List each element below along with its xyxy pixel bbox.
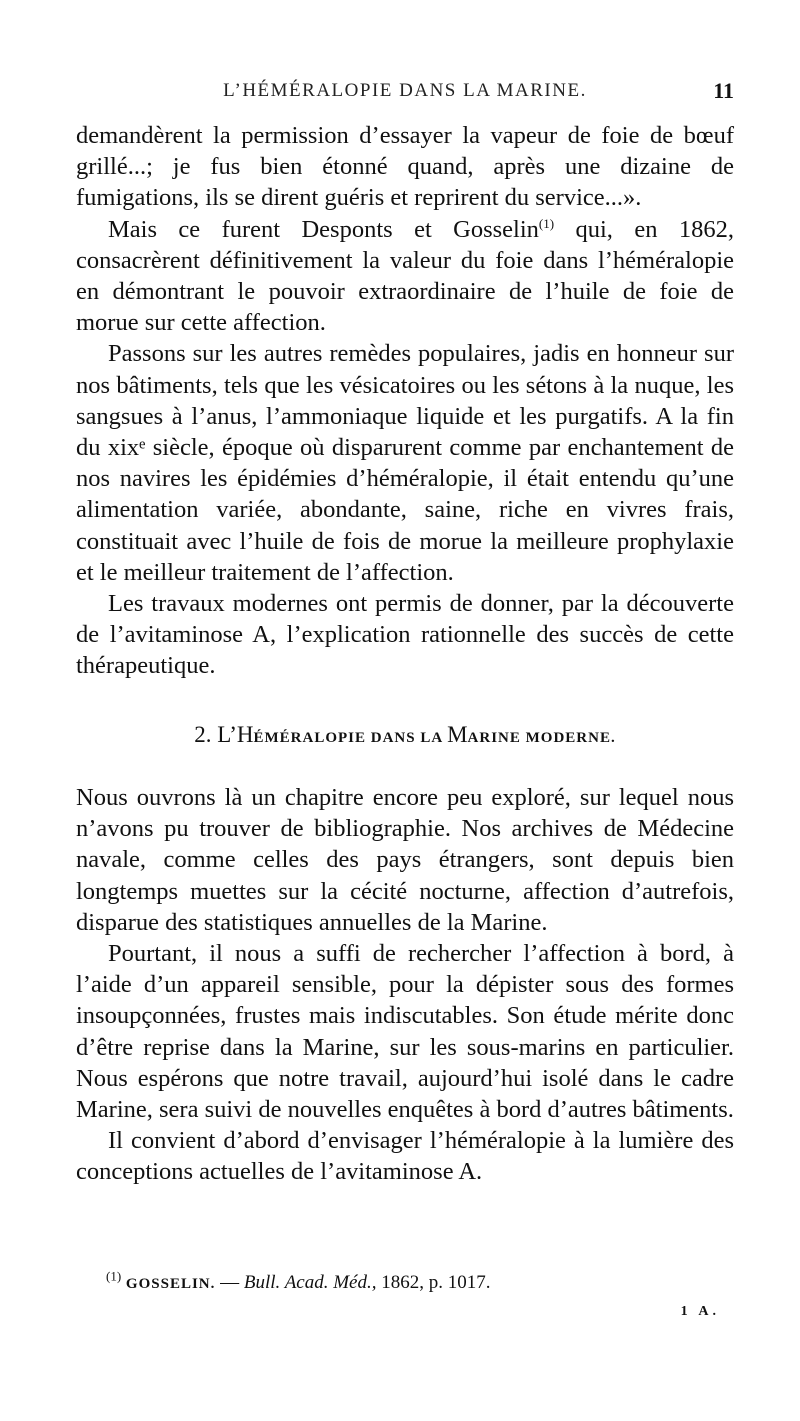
footnote-reference: 1862, p. 1017. — [376, 1272, 491, 1293]
paragraph-5: Nous ouvrons là un chapitre encore peu exploré, sur lequel nous n’avons pu trouver de bibliographie. Nos archives de Médecine navale, comme celles des pays étrangers, sont depuis bien longtemps muettes sur la cécité nocturne, affection d’autrefois, disparue des statistiques annuelles de la Marine. — [76, 784, 734, 936]
paragraph-2-start: Mais ce furent Desponts et Gosselin — [108, 215, 539, 243]
footnote-number: (1) — [106, 1268, 122, 1284]
section-title-initial-2: M — [447, 722, 468, 747]
section-heading — [76, 722, 734, 748]
paragraph-2 — [76, 214, 734, 339]
section-title-part-2: ARINE MODERNE. — [467, 730, 616, 746]
section-title-part-1: ÉMÉRALOPIE DANS LA — [253, 730, 448, 746]
footnote-author: GOSSELIN. — [125, 1276, 216, 1292]
section-title-initial: L’H — [217, 722, 254, 747]
paragraph-1: demandèrent la permission d’essayer la vapeur de foie de bœuf grillé...; je fus bien étonné quand, après une dizaine de fumigations, ils se dirent guéris et reprirent du service...». — [76, 122, 734, 212]
paragraph-3: Passons sur les autres remèdes populaires, jadis en honneur sur nos bâtiments, tels que les vésicatoires ou les sétons à la nuque, les sangsues à l’anus, l’ammoniaque liquide et les purgatifs. A la fin du xixᵉ siècle, époque où disparurent comme par enchantement de nos navires les épidémies d’héméralopie, il était entendu qu’une alimentation variée, abondante, saine, riche en vivres frais, constituait avec l’huile de fois de morue la meilleure prophylaxie et le meilleur traitement de l’affection. — [76, 340, 734, 586]
paragraph-6: Pourtant, il nous a suffi de rechercher l’affection à bord, à l’aide d’un appareil sensible, pour la dépister sous des formes insoupçonnées, frustes mais indiscutables. Son étude mérite donc d’être reprise dans la Marine, sur les sous-marins en particulier. Nous espérons que notre travail, aujourd’hui isolé dans le cadre Marine, sera suivi de nouvelles enquêtes à bord d’autres bâtiments. — [76, 940, 734, 1124]
footnote-marker: (1) — [538, 215, 555, 231]
footnote-source: Bull. Acad. Méd., — [243, 1272, 377, 1293]
footnote-dash: — — [215, 1272, 244, 1293]
section-number: 2. — [194, 722, 212, 747]
running-title: L’HÉMÉRALOPIE DANS LA MARINE. — [223, 80, 587, 101]
paragraph-4: Les travaux modernes ont permis de donner, par la découverte de l’avitaminose A, l’explication rationnelle des succès de cette thérapeutique. — [76, 590, 734, 680]
text-block-bottom — [76, 782, 734, 1188]
running-head — [76, 80, 734, 110]
text-block-top — [76, 120, 734, 682]
paragraph-2-end: qui, en 1862, consacrèrent définitivement la valeur du foie dans l’héméralopie en démontrant le pouvoir extraordinaire de l’huile de foie de morue sur cette affection. — [76, 215, 734, 337]
book-page — [76, 0, 734, 1421]
footnote — [106, 1268, 726, 1294]
paragraph-7: Il convient d’abord d’envisager l’héméralopie à la lumière des conceptions actuelles de l’avitaminose A. — [76, 1127, 734, 1186]
page-number: 11 — [713, 78, 734, 103]
printer-signature: 1 A. — [680, 1304, 720, 1319]
